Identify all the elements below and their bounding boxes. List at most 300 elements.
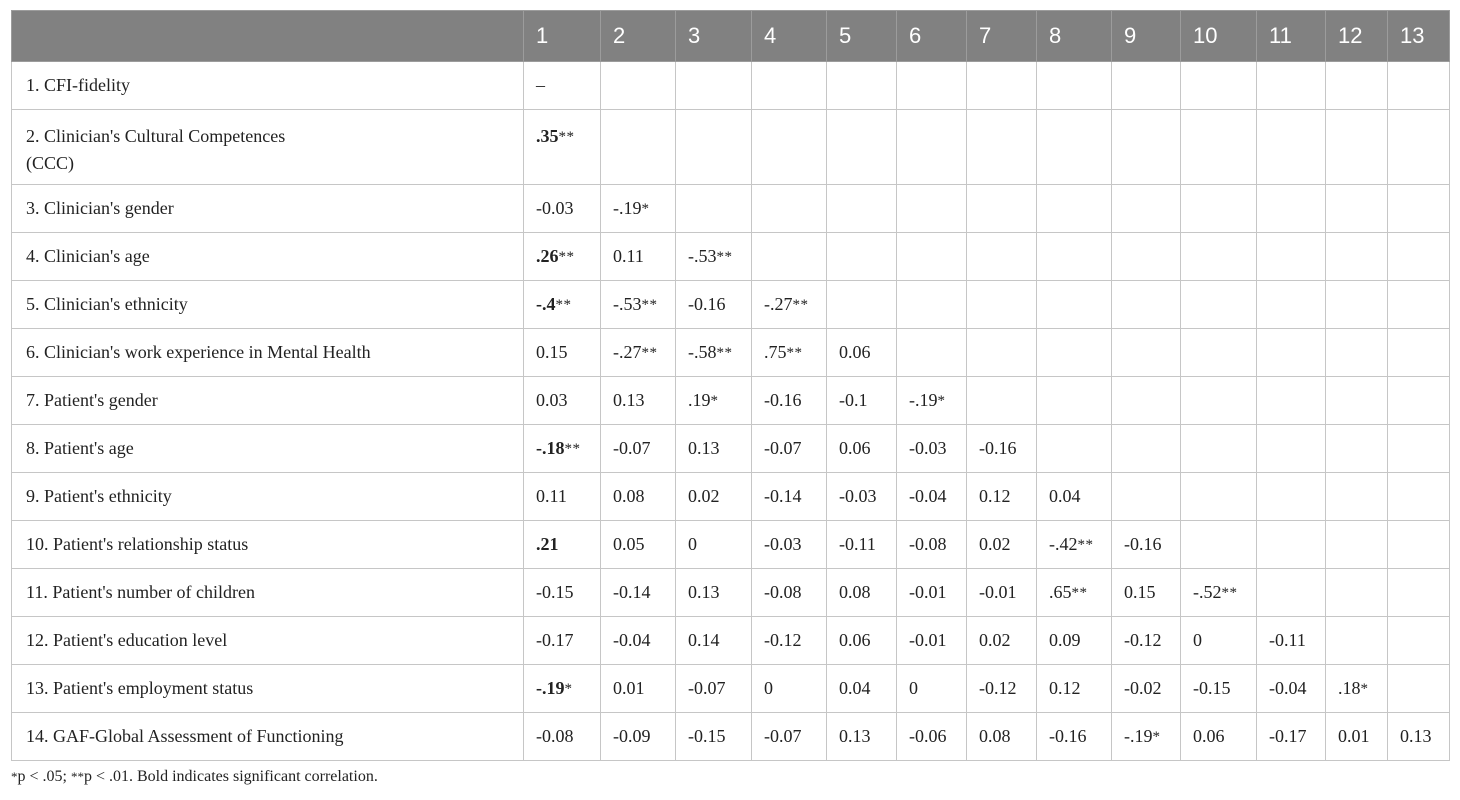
correlation-cell — [897, 425, 967, 473]
empty-cell — [1037, 329, 1112, 377]
correlation-value: 0.15 — [536, 342, 568, 362]
empty-cell — [1112, 473, 1181, 521]
correlation-cell — [676, 617, 752, 665]
empty-cell — [1326, 473, 1388, 521]
empty-cell — [1388, 569, 1450, 617]
correlation-cell — [524, 233, 601, 281]
table-row — [12, 110, 1450, 185]
correlation-value: 0.11 — [613, 246, 644, 266]
empty-cell — [1388, 233, 1450, 281]
correlation-cell — [676, 569, 752, 617]
correlation-cell — [524, 329, 601, 377]
correlation-cell — [827, 665, 897, 713]
variable-label: 8. Patient's age — [12, 425, 524, 473]
correlation-cell — [752, 521, 827, 569]
correlation-value: -0.03 — [764, 534, 802, 554]
empty-cell — [1388, 377, 1450, 425]
correlation-cell — [897, 665, 967, 713]
correlation-cell — [1181, 713, 1257, 761]
column-header: 8 — [1037, 11, 1112, 62]
correlation-cell — [601, 617, 676, 665]
correlation-table-container — [11, 10, 1450, 761]
column-header: 6 — [897, 11, 967, 62]
correlation-cell — [524, 713, 601, 761]
correlation-value: -.53 — [613, 294, 642, 314]
empty-cell — [1388, 185, 1450, 233]
table-body — [12, 62, 1450, 761]
column-header: 9 — [1112, 11, 1181, 62]
correlation-cell — [967, 521, 1037, 569]
correlation-cell — [676, 521, 752, 569]
significance-marker: ** — [641, 345, 658, 361]
correlation-cell — [827, 521, 897, 569]
correlation-value: -.4 — [536, 294, 556, 314]
correlation-cell — [897, 377, 967, 425]
column-header: 2 — [601, 11, 676, 62]
empty-cell — [601, 110, 676, 185]
empty-cell — [1181, 233, 1257, 281]
correlation-cell — [967, 569, 1037, 617]
correlation-cell — [601, 233, 676, 281]
correlation-cell — [1112, 713, 1181, 761]
empty-cell — [1181, 473, 1257, 521]
empty-cell — [1388, 425, 1450, 473]
empty-cell — [1257, 62, 1326, 110]
correlation-value: 0.13 — [688, 582, 720, 602]
correlation-value: 0.02 — [979, 630, 1011, 650]
empty-cell — [1181, 425, 1257, 473]
footnote-star-single: * — [11, 769, 18, 784]
empty-cell — [1326, 185, 1388, 233]
table-row — [12, 713, 1450, 761]
correlation-cell — [1181, 569, 1257, 617]
empty-cell — [1181, 110, 1257, 185]
correlation-cell — [1112, 521, 1181, 569]
significance-marker: ** — [716, 249, 733, 265]
table-row — [12, 473, 1450, 521]
correlation-value: -0.07 — [613, 438, 651, 458]
empty-cell — [1112, 185, 1181, 233]
table-row — [12, 185, 1450, 233]
correlation-value: 0.06 — [1193, 726, 1225, 746]
correlation-cell — [752, 617, 827, 665]
correlation-cell — [1388, 713, 1450, 761]
correlation-cell — [524, 521, 601, 569]
correlation-cell — [676, 713, 752, 761]
significance-marker: * — [641, 201, 650, 217]
correlation-cell — [676, 233, 752, 281]
correlation-value: 0 — [909, 678, 918, 698]
empty-cell — [1388, 665, 1450, 713]
correlation-value: -0.02 — [1124, 678, 1162, 698]
empty-cell — [1181, 62, 1257, 110]
table-row — [12, 377, 1450, 425]
correlation-value: -.18 — [536, 438, 565, 458]
correlation-cell — [524, 110, 601, 185]
correlation-cell — [601, 521, 676, 569]
correlation-value: -0.11 — [1269, 630, 1306, 650]
empty-cell — [601, 62, 676, 110]
variable-label: 14. GAF-Global Assessment of Functioning — [12, 713, 524, 761]
variable-label: 2. Clinician's Cultural Competences (CCC) — [12, 110, 524, 185]
empty-cell — [897, 62, 967, 110]
correlation-value: 0.13 — [839, 726, 871, 746]
correlation-cell — [676, 473, 752, 521]
empty-cell — [827, 110, 897, 185]
empty-cell — [1388, 110, 1450, 185]
correlation-value: -0.15 — [1193, 678, 1231, 698]
correlation-cell — [967, 665, 1037, 713]
correlation-cell — [524, 425, 601, 473]
significance-marker: ** — [786, 345, 803, 361]
correlation-cell — [752, 473, 827, 521]
correlation-value: -0.12 — [1124, 630, 1162, 650]
empty-cell — [1326, 521, 1388, 569]
correlation-value: 0.06 — [839, 438, 871, 458]
table-row — [12, 569, 1450, 617]
correlation-cell — [601, 713, 676, 761]
correlation-cell — [827, 377, 897, 425]
correlation-value: 0 — [764, 678, 773, 698]
correlation-value: 0.06 — [839, 630, 871, 650]
empty-cell — [1112, 110, 1181, 185]
correlation-value: -0.12 — [764, 630, 802, 650]
empty-cell — [967, 62, 1037, 110]
empty-cell — [827, 281, 897, 329]
significance-marker: ** — [564, 441, 581, 457]
correlation-cell — [1181, 617, 1257, 665]
correlation-value: .35 — [536, 126, 559, 146]
correlation-cell — [752, 281, 827, 329]
significance-marker: ** — [792, 297, 809, 313]
correlation-cell — [1037, 569, 1112, 617]
correlation-cell — [524, 617, 601, 665]
column-header: 10 — [1181, 11, 1257, 62]
table-row — [12, 665, 1450, 713]
empty-cell — [1112, 377, 1181, 425]
correlation-cell — [524, 185, 601, 233]
variable-label: 13. Patient's employment status — [12, 665, 524, 713]
correlation-value: -.19 — [909, 390, 938, 410]
empty-cell — [967, 110, 1037, 185]
column-header: 4 — [752, 11, 827, 62]
correlation-cell — [1257, 713, 1326, 761]
significance-marker: * — [1152, 729, 1161, 745]
correlation-cell — [676, 281, 752, 329]
correlation-cell — [601, 377, 676, 425]
correlation-value: -0.16 — [1124, 534, 1162, 554]
empty-cell — [752, 233, 827, 281]
correlation-value: -0.17 — [1269, 726, 1307, 746]
correlation-cell — [827, 569, 897, 617]
column-header: 13 — [1388, 11, 1450, 62]
correlation-value: .19 — [688, 390, 711, 410]
correlation-value: -0.11 — [839, 534, 876, 554]
empty-cell — [897, 329, 967, 377]
variable-label: 1. CFI-fidelity — [12, 62, 524, 110]
correlation-value: 0 — [1193, 630, 1202, 650]
correlation-value: 0.04 — [1049, 486, 1081, 506]
correlation-value: -0.1 — [839, 390, 868, 410]
correlation-value: -0.08 — [764, 582, 802, 602]
empty-cell — [1257, 521, 1326, 569]
correlation-value: 0.12 — [1049, 678, 1081, 698]
empty-cell — [1257, 425, 1326, 473]
empty-cell — [1388, 281, 1450, 329]
correlation-cell — [897, 617, 967, 665]
significance-marker: ** — [641, 297, 658, 313]
column-header: 5 — [827, 11, 897, 62]
correlation-value: 0.05 — [613, 534, 645, 554]
correlation-table — [11, 10, 1450, 761]
empty-cell — [827, 185, 897, 233]
correlation-value: -0.07 — [688, 678, 726, 698]
significance-marker: ** — [558, 129, 575, 145]
empty-cell — [1112, 329, 1181, 377]
correlation-cell — [967, 617, 1037, 665]
significance-marker: ** — [555, 297, 572, 313]
correlation-cell — [676, 377, 752, 425]
correlation-value: -0.15 — [536, 582, 574, 602]
empty-cell — [1388, 473, 1450, 521]
empty-cell — [752, 62, 827, 110]
correlation-value: -.19 — [613, 198, 642, 218]
header-label-cell — [12, 11, 524, 62]
correlation-value: -.53 — [688, 246, 717, 266]
empty-cell — [1257, 185, 1326, 233]
table-row — [12, 617, 1450, 665]
correlation-value: -.19 — [1124, 726, 1153, 746]
correlation-cell — [1181, 665, 1257, 713]
correlation-cell — [897, 713, 967, 761]
correlation-value: 0.13 — [613, 390, 645, 410]
correlation-cell — [1257, 617, 1326, 665]
correlation-value: -0.03 — [839, 486, 877, 506]
empty-cell — [1257, 329, 1326, 377]
correlation-value: -0.07 — [764, 726, 802, 746]
correlation-value: 0.03 — [536, 390, 568, 410]
empty-cell — [1037, 233, 1112, 281]
table-footnote — [11, 768, 378, 786]
correlation-cell — [1037, 665, 1112, 713]
correlation-value: -0.03 — [909, 438, 947, 458]
significance-marker: * — [710, 393, 719, 409]
correlation-value: -0.17 — [536, 630, 574, 650]
correlation-cell — [601, 425, 676, 473]
correlation-value: .75 — [764, 342, 787, 362]
correlation-cell — [1112, 617, 1181, 665]
correlation-cell — [827, 713, 897, 761]
correlation-value: -.52 — [1193, 582, 1222, 602]
table-row — [12, 329, 1450, 377]
empty-cell — [676, 185, 752, 233]
correlation-value: .65 — [1049, 582, 1072, 602]
empty-cell — [1388, 329, 1450, 377]
correlation-cell — [897, 521, 967, 569]
empty-cell — [1257, 377, 1326, 425]
variable-label: 10. Patient's relationship status — [12, 521, 524, 569]
empty-cell — [1257, 569, 1326, 617]
table-row — [12, 521, 1450, 569]
empty-cell — [1037, 185, 1112, 233]
footnote-p01-note: p < .01. Bold indicates significant correlation. — [83, 768, 378, 785]
correlation-value: .21 — [536, 534, 559, 554]
empty-cell — [1388, 62, 1450, 110]
empty-cell — [1326, 62, 1388, 110]
correlation-cell — [897, 569, 967, 617]
empty-cell — [1181, 281, 1257, 329]
correlation-cell — [752, 377, 827, 425]
empty-cell — [1326, 110, 1388, 185]
empty-cell — [897, 110, 967, 185]
correlation-cell — [897, 473, 967, 521]
variable-label: 4. Clinician's age — [12, 233, 524, 281]
correlation-value: 0 — [688, 534, 697, 554]
empty-cell — [827, 233, 897, 281]
correlation-cell — [524, 62, 601, 110]
empty-cell — [1326, 281, 1388, 329]
table-row — [12, 62, 1450, 110]
correlation-cell — [524, 569, 601, 617]
column-header: 7 — [967, 11, 1037, 62]
correlation-cell — [827, 617, 897, 665]
empty-cell — [1326, 425, 1388, 473]
table-header-row — [12, 11, 1450, 62]
significance-marker: * — [937, 393, 946, 409]
correlation-cell — [524, 665, 601, 713]
correlation-cell — [1326, 665, 1388, 713]
empty-cell — [1037, 425, 1112, 473]
correlation-value: -0.16 — [688, 294, 726, 314]
empty-cell — [1181, 521, 1257, 569]
variable-label: 6. Clinician's work experience in Mental Health — [12, 329, 524, 377]
empty-cell — [1037, 377, 1112, 425]
correlation-value: 0.13 — [688, 438, 720, 458]
correlation-cell — [524, 281, 601, 329]
significance-marker: ** — [558, 249, 575, 265]
empty-cell — [1257, 473, 1326, 521]
empty-cell — [1326, 569, 1388, 617]
correlation-cell — [601, 185, 676, 233]
correlation-value: 0.06 — [839, 342, 871, 362]
correlation-cell — [827, 329, 897, 377]
correlation-value: -0.04 — [909, 486, 947, 506]
correlation-value: -0.04 — [1269, 678, 1307, 698]
correlation-value: 0.01 — [613, 678, 645, 698]
correlation-cell — [827, 473, 897, 521]
correlation-value: -0.07 — [764, 438, 802, 458]
empty-cell — [752, 110, 827, 185]
empty-cell — [1112, 233, 1181, 281]
correlation-cell — [601, 665, 676, 713]
correlation-value: 0.08 — [839, 582, 871, 602]
correlation-value: -0.01 — [979, 582, 1017, 602]
correlation-cell — [676, 329, 752, 377]
correlation-cell — [967, 713, 1037, 761]
empty-cell — [1388, 521, 1450, 569]
correlation-value: .26 — [536, 246, 559, 266]
correlation-value: 0.04 — [839, 678, 871, 698]
correlation-cell — [1112, 665, 1181, 713]
correlation-cell — [1112, 569, 1181, 617]
correlation-cell — [524, 473, 601, 521]
empty-cell — [752, 185, 827, 233]
correlation-value: -0.03 — [536, 198, 574, 218]
variable-label: 3. Clinician's gender — [12, 185, 524, 233]
empty-cell — [1257, 110, 1326, 185]
table-row — [12, 425, 1450, 473]
correlation-value: -0.09 — [613, 726, 651, 746]
empty-cell — [676, 62, 752, 110]
column-header: 3 — [676, 11, 752, 62]
correlation-value: -0.16 — [764, 390, 802, 410]
correlation-value: -0.16 — [979, 438, 1017, 458]
correlation-value: -.27 — [613, 342, 642, 362]
empty-cell — [1257, 281, 1326, 329]
correlation-value: -0.14 — [764, 486, 802, 506]
correlation-cell — [1326, 713, 1388, 761]
empty-cell — [1112, 425, 1181, 473]
empty-cell — [1326, 377, 1388, 425]
correlation-value: -0.12 — [979, 678, 1017, 698]
correlation-value: 0.02 — [979, 534, 1011, 554]
correlation-value: -.42 — [1049, 534, 1078, 554]
correlation-value: 0.09 — [1049, 630, 1081, 650]
significance-marker: ** — [1071, 585, 1088, 601]
empty-cell — [1037, 281, 1112, 329]
empty-cell — [1037, 62, 1112, 110]
correlation-value: -.27 — [764, 294, 793, 314]
empty-cell — [1112, 281, 1181, 329]
empty-cell — [676, 110, 752, 185]
table-row — [12, 281, 1450, 329]
empty-cell — [967, 377, 1037, 425]
empty-cell — [897, 281, 967, 329]
correlation-value: -0.16 — [1049, 726, 1087, 746]
correlation-value: 0.02 — [688, 486, 720, 506]
empty-cell — [1037, 110, 1112, 185]
correlation-cell — [967, 473, 1037, 521]
correlation-cell — [752, 329, 827, 377]
correlation-value: -0.04 — [613, 630, 651, 650]
variable-label: 9. Patient's ethnicity — [12, 473, 524, 521]
empty-cell — [897, 185, 967, 233]
empty-cell — [1326, 617, 1388, 665]
correlation-cell — [1037, 473, 1112, 521]
correlation-cell — [752, 569, 827, 617]
table-row — [12, 233, 1450, 281]
correlation-cell — [827, 425, 897, 473]
empty-cell — [1326, 329, 1388, 377]
correlation-value: -.58 — [688, 342, 717, 362]
correlation-value: -0.01 — [909, 582, 947, 602]
footnote-star-double: ** — [70, 769, 84, 784]
correlation-cell — [676, 425, 752, 473]
empty-cell — [1326, 233, 1388, 281]
empty-cell — [967, 281, 1037, 329]
correlation-value: – — [536, 75, 545, 95]
correlation-value: 0.08 — [979, 726, 1011, 746]
empty-cell — [1181, 377, 1257, 425]
empty-cell — [1388, 617, 1450, 665]
correlation-cell — [752, 425, 827, 473]
correlation-value: -0.06 — [909, 726, 947, 746]
variable-label: 5. Clinician's ethnicity — [12, 281, 524, 329]
correlation-value: -0.01 — [909, 630, 947, 650]
significance-marker: ** — [1077, 537, 1094, 553]
correlation-cell — [752, 713, 827, 761]
correlation-value: -0.08 — [536, 726, 574, 746]
